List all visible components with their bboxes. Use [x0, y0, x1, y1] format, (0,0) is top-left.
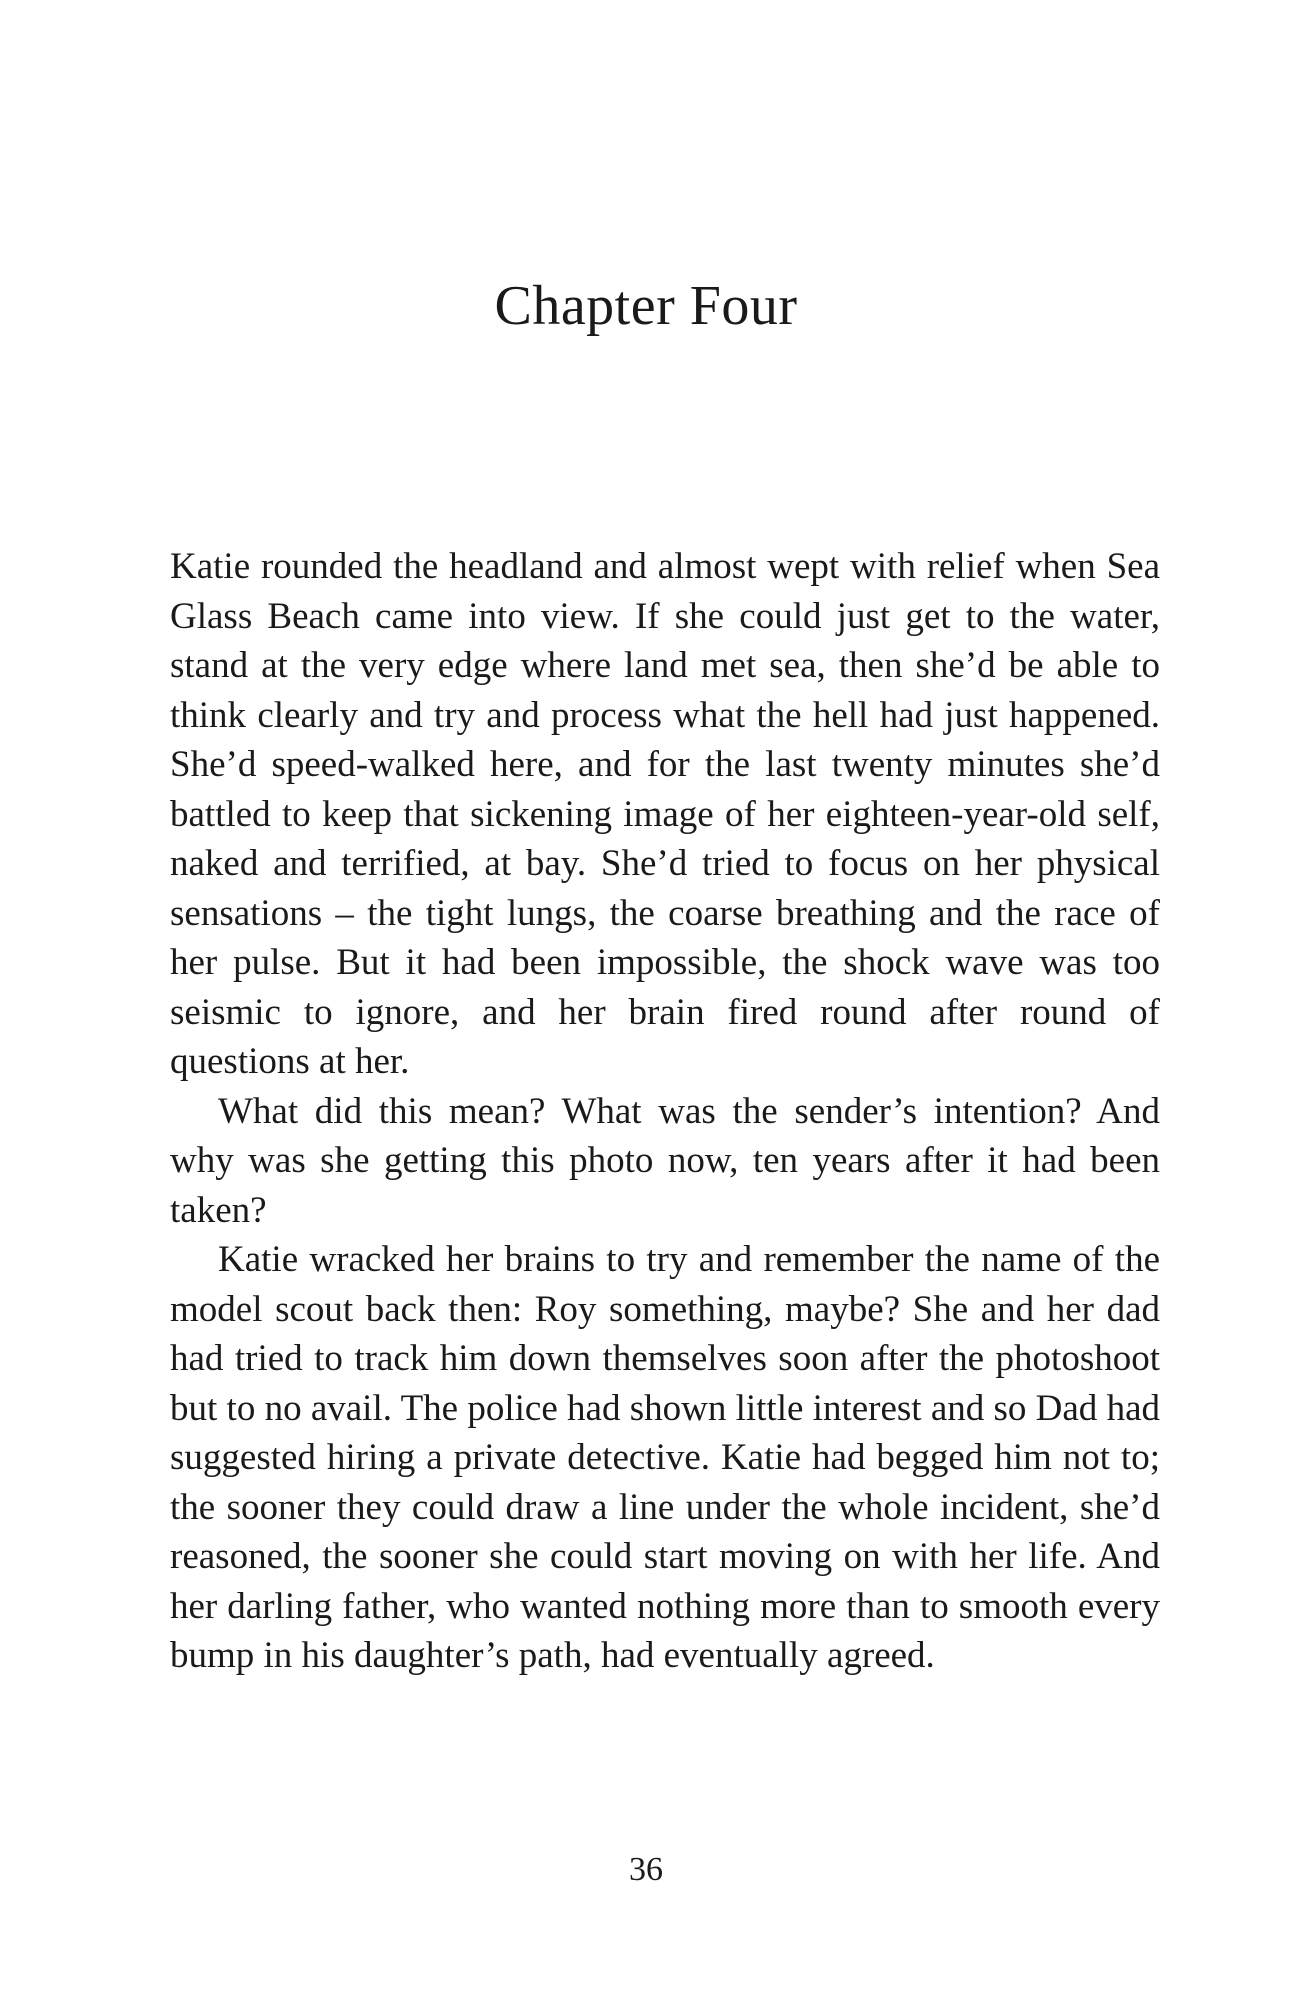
chapter-body	[170, 542, 1160, 1681]
page-number: 36	[629, 1851, 663, 1888]
paragraph: Katie rounded the headland and almost wept with relief when Sea Glass Beach came into view. If she could just get to the water, stand at the very edge where land met sea, then she’d be able to think clearly and try and process what the hell had just happened. She’d speed-walked here, and for the last twenty minutes she’d battled to keep that sickening image of her eighteen-year-old self, naked and terrified, at bay. She’d tried to focus on her physical sensations – the tight lungs, the coarse breathing and the race of her pulse. But it had been impossible, the shock wave was too seismic to ignore, and her brain fired round after round of questions at her.	[170, 546, 1160, 1082]
paragraph: What did this mean? What was the sender’s intention? And why was she getting this photo now, ten years after it had been taken?	[170, 1090, 1160, 1231]
chapter-title: Chapter Four	[494, 275, 798, 337]
paragraph: Katie wracked her brains to try and remember the name of the model scout back then: Roy something, maybe? She and her dad had tried to track him down themselves soon after the photoshoot but to no avail. The police had shown little interest and so Dad had suggested hiring a private detective. Katie had begged him not to; the sooner they could draw a line under the whole incident, she’d reasoned, the sooner she could start moving on with her life. And her darling father, who wanted nothing more than to smooth every bump in his daughter’s path, had eventually agreed.	[170, 1239, 1160, 1676]
